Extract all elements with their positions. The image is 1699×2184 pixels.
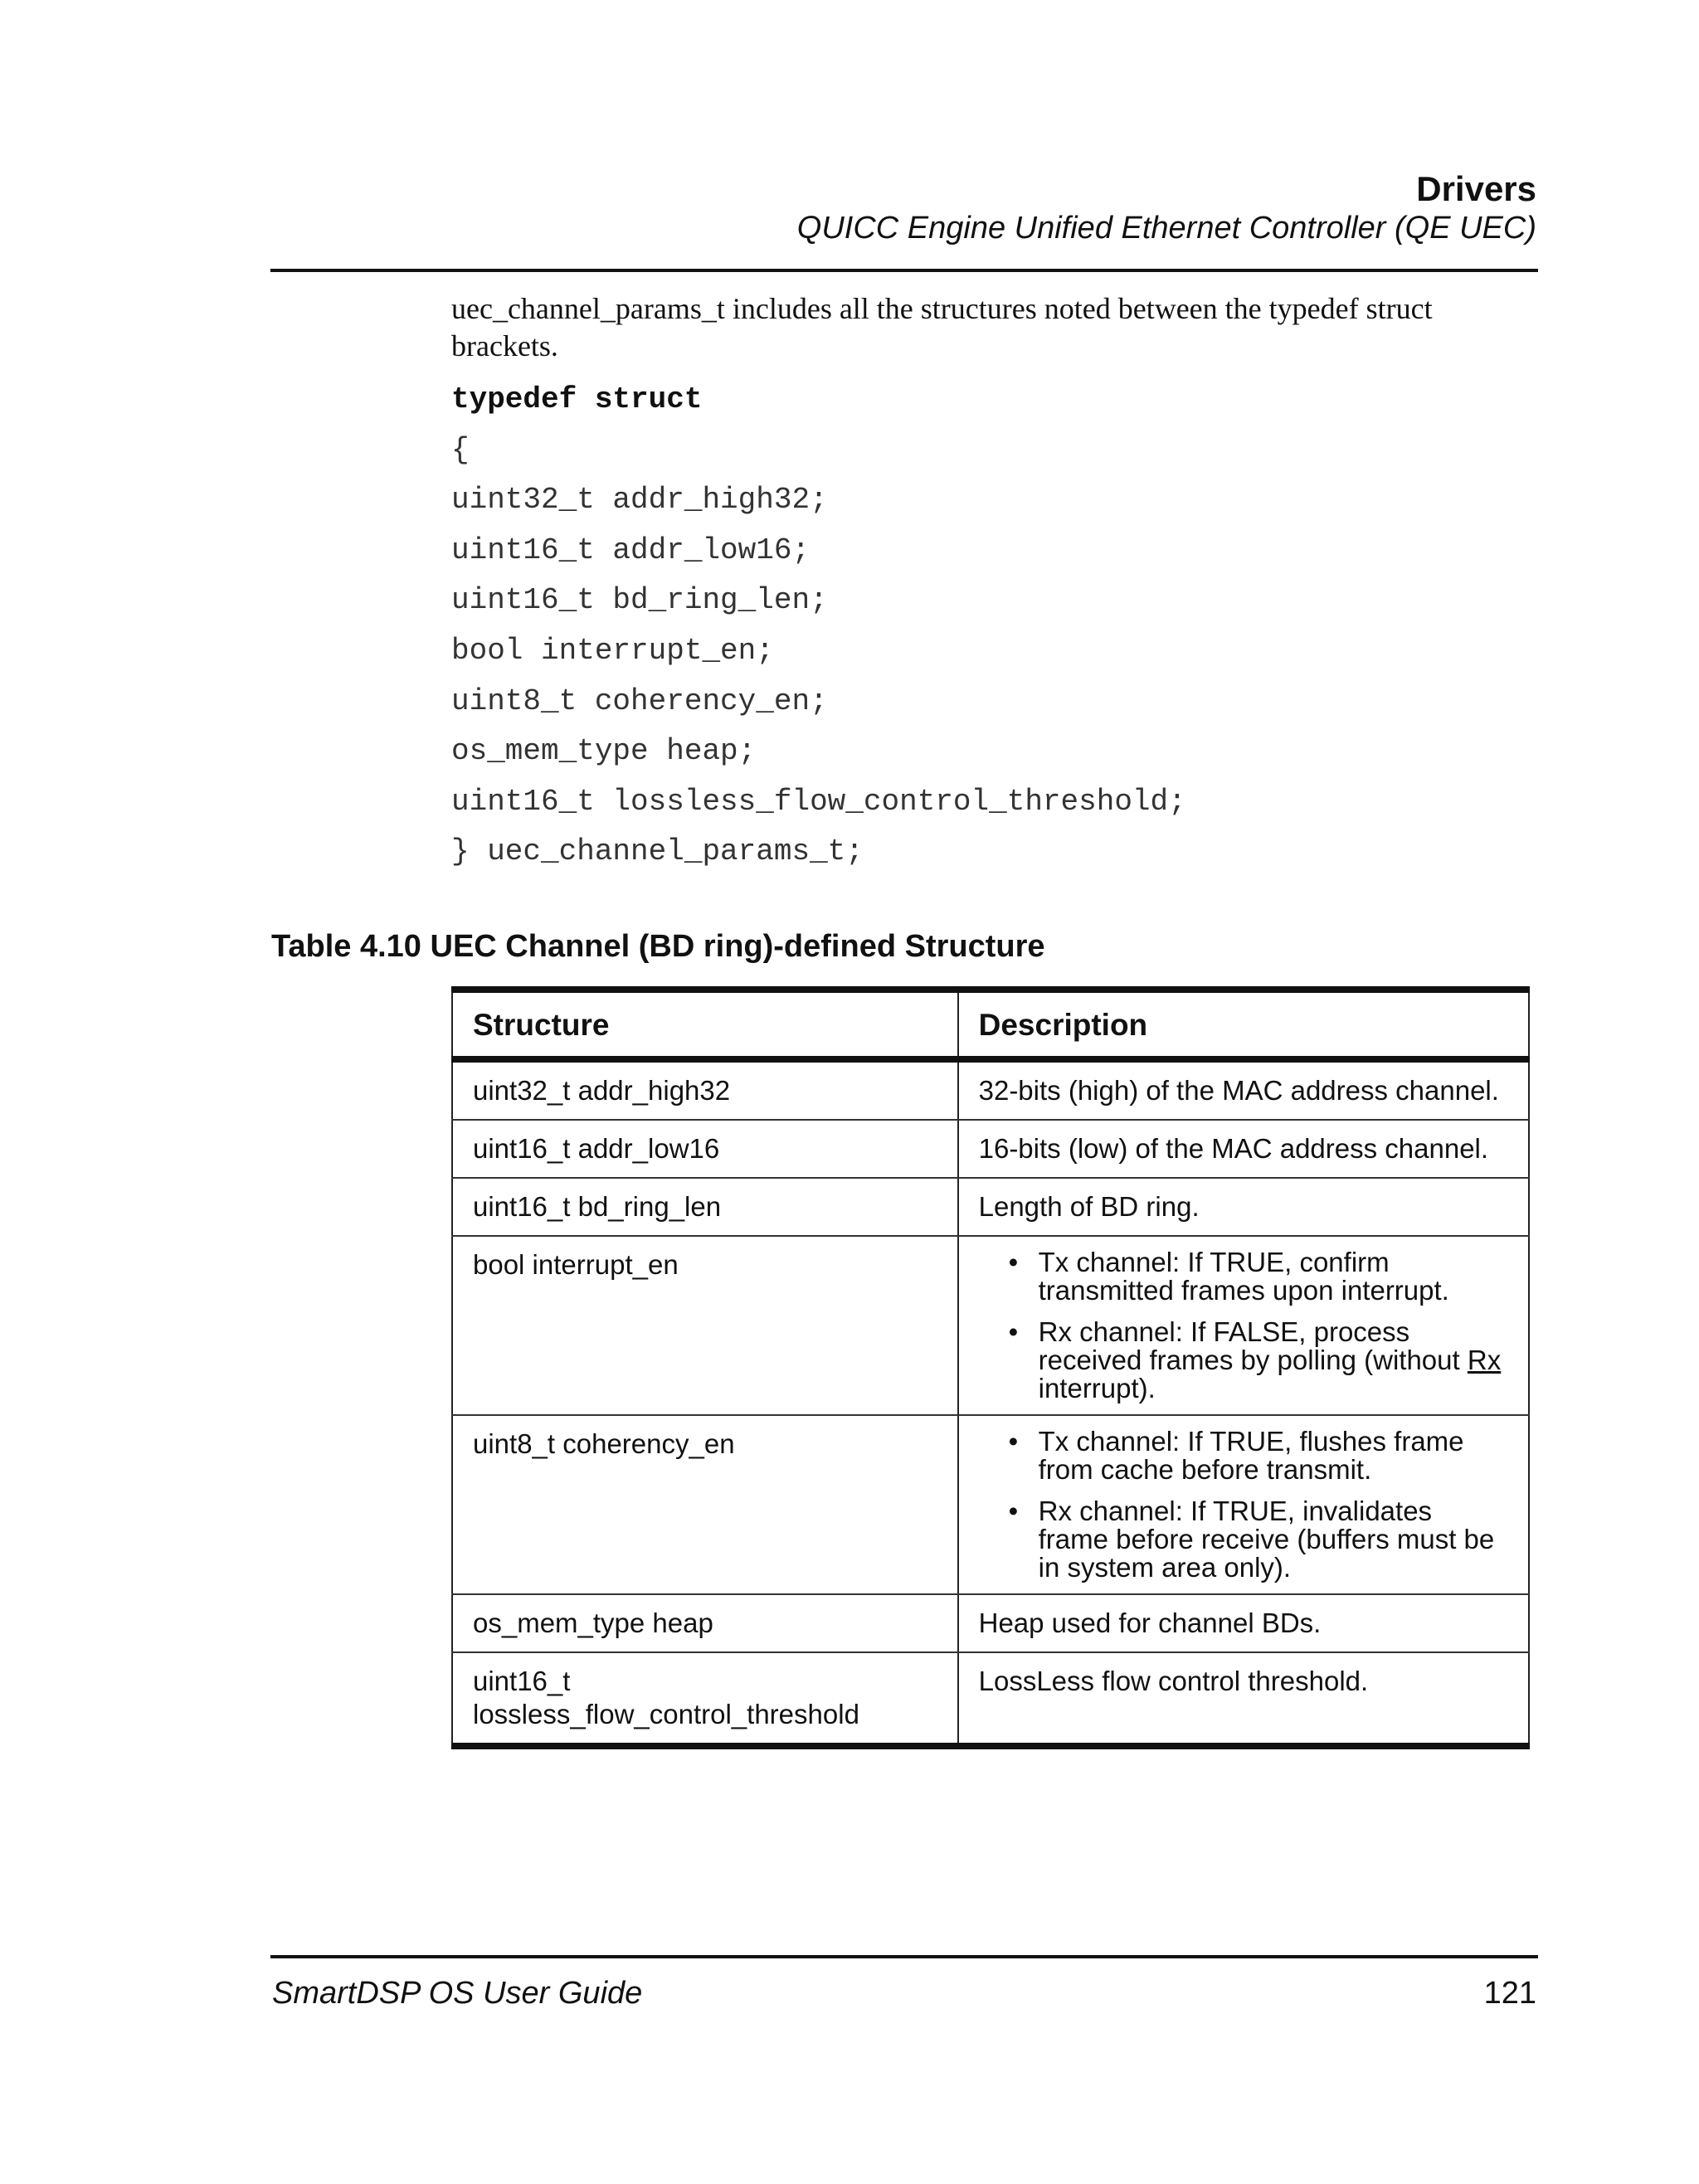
description-cell <box>958 1415 1529 1594</box>
code-line: uint16_t addr_low16; <box>451 533 811 567</box>
description-cell: LossLess flow control threshold. <box>958 1652 1529 1746</box>
bullet-list <box>979 1428 1508 1582</box>
page-number: 121 <box>1483 1976 1536 2011</box>
code-line: uint16_t lossless_flow_control_threshold; <box>451 784 1186 819</box>
description-cell: Heap used for channel BDs. <box>958 1594 1529 1652</box>
table-row <box>452 1059 1529 1120</box>
intro-paragraph: uec_channel_params_t includes all the structures noted between the typedef struct brackets. <box>451 292 1433 362</box>
structure-line: uint16_t <box>473 1666 571 1696</box>
bullet-list <box>979 1248 1508 1403</box>
structure-cell: os_mem_type heap <box>452 1594 958 1652</box>
footer-rule <box>270 1955 1538 1958</box>
structure-cell <box>452 1652 958 1746</box>
table-row <box>452 1236 1529 1415</box>
table-row <box>452 1178 1529 1236</box>
column-header-structure: Structure <box>452 990 958 1059</box>
underlined-term: Rx <box>1467 1345 1502 1375</box>
bullet-item: • Tx channel: If TRUE, flushes frame from cache before transmit. <box>979 1428 1508 1484</box>
header-title: Drivers <box>1416 169 1536 208</box>
bullet-item: • Rx channel: If TRUE, invalidates frame before receive (buffers must be in system area only). <box>979 1497 1508 1582</box>
code-line: typedef struct <box>451 382 703 416</box>
header-subtitle: QUICC Engine Unified Ethernet Controller (QE UEC) <box>796 211 1536 246</box>
structure-line: lossless_flow_control_threshold <box>473 1699 859 1729</box>
structure-cell: uint32_t addr_high32 <box>452 1059 958 1120</box>
description-cell: 32-bits (high) of the MAC address channel. <box>958 1059 1529 1120</box>
description-cell: 16-bits (low) of the MAC address channel. <box>958 1120 1529 1178</box>
structure-cell: uint16_t addr_low16 <box>452 1120 958 1178</box>
table-header-row <box>452 990 1529 1059</box>
bullet-text: interrupt). <box>1038 1373 1156 1403</box>
code-line: bool interrupt_en; <box>451 633 774 668</box>
structure-cell: uint16_t bd_ring_len <box>452 1178 958 1236</box>
code-block <box>451 380 1186 883</box>
code-line: { <box>451 432 470 467</box>
description-cell: Length of BD ring. <box>958 1178 1529 1236</box>
table-row <box>452 1120 1529 1178</box>
table-row <box>452 1415 1529 1594</box>
structure-cell: bool interrupt_en <box>452 1236 958 1415</box>
code-line: os_mem_type heap; <box>451 734 757 769</box>
table-row <box>452 1652 1529 1746</box>
code-line: uint8_t coherency_en; <box>451 683 828 718</box>
code-line: uint16_t bd_ring_len; <box>451 583 828 618</box>
column-header-description: Description <box>958 990 1529 1059</box>
table-row <box>452 1594 1529 1652</box>
table-caption: Table 4.10 UEC Channel (BD ring)-defined Structure <box>271 929 1045 964</box>
structure-cell: uint8_t coherency_en <box>452 1415 958 1594</box>
structure-table <box>451 986 1530 1749</box>
bullet-item <box>979 1318 1508 1403</box>
code-line: } uec_channel_params_t; <box>451 834 864 869</box>
bullet-item: • Tx channel: If TRUE, confirm transmitted frames upon interrupt. <box>979 1248 1508 1305</box>
footer-doc-title: SmartDSP OS User Guide <box>272 1976 643 2011</box>
bullet-text: Rx channel: If FALSE, process received frames by polling (without <box>1038 1316 1468 1375</box>
description-cell <box>958 1236 1529 1415</box>
header-rule <box>270 269 1538 272</box>
code-line: uint32_t addr_high32; <box>451 483 828 518</box>
